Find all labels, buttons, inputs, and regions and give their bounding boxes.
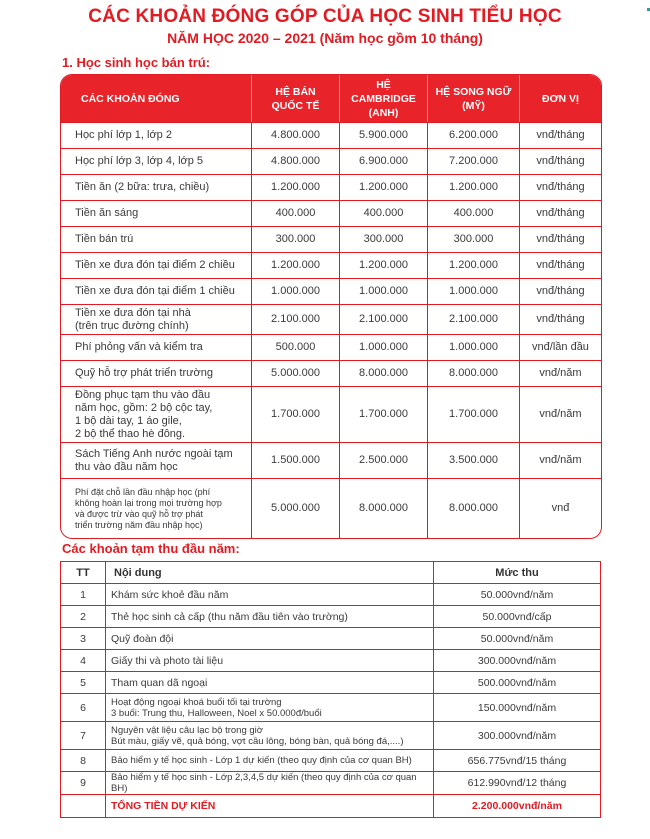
initial-fees-header-row (61, 562, 601, 584)
fee-cambridge: 1.200.000 (339, 252, 427, 278)
fee-unit: vnđ/lần đầu (519, 334, 601, 360)
initial-fee-row (61, 584, 601, 606)
row-content: Hoạt động ngoại khoá buổi tối tại trường 3 buổi: Trung thu, Halloween, Noel x 50.000đ/buổi (106, 694, 434, 722)
fee-song-ngu: 7.200.000 (427, 148, 519, 174)
row-content: Khám sức khoẻ đầu năm (106, 584, 434, 606)
fee-ban-quoc-te: 1.200.000 (251, 252, 339, 278)
fee-ban-quoc-te: 1.200.000 (251, 174, 339, 200)
header-song-ngu: HỆ SONG NGỮ (MỸ) (427, 75, 519, 122)
fee-name: Đồng phục tạm thu vào đầu năm học, gồm: 2 bộ cộc tay, 1 bộ dài tay, 1 áo gile, 2 bộ thể thao hè đông. (61, 386, 251, 442)
row-amount: 300.000vnđ/năm (434, 650, 601, 672)
header-cambridge: HỆ CAMBRIDGE (ANH) (339, 75, 427, 122)
fee-cambridge: 2.500.000 (339, 442, 427, 478)
header-ban-quoc-te: HỆ BÁN QUỐC TẾ (251, 75, 339, 122)
row-amount: 656.775vnđ/15 tháng (434, 750, 601, 772)
row-number: 9 (61, 772, 106, 795)
fee-unit: vnđ/tháng (519, 200, 601, 226)
fee-cambridge: 400.000 (339, 200, 427, 226)
fee-ban-quoc-te: 5.000.000 (251, 360, 339, 386)
fee-unit: vnđ/năm (519, 386, 601, 442)
fee-ban-quoc-te: 500.000 (251, 334, 339, 360)
boarding-fees-table (60, 74, 602, 539)
fee-ban-quoc-te: 4.800.000 (251, 122, 339, 148)
fee-row (61, 226, 601, 252)
fee-cambridge: 6.900.000 (339, 148, 427, 174)
fee-ban-quoc-te: 5.000.000 (251, 478, 339, 538)
fee-unit: vnđ (519, 478, 601, 538)
fee-unit: vnđ/tháng (519, 252, 601, 278)
fee-song-ngu: 3.500.000 (427, 442, 519, 478)
fee-name: Sách Tiếng Anh nước ngoài tạm thu vào đầu năm học (61, 442, 251, 478)
fee-cambridge: 1.000.000 (339, 334, 427, 360)
document-title: CÁC KHOẢN ĐÓNG GÓP CỦA HỌC SINH TIỂU HỌC (88, 6, 562, 27)
row-number: 3 (61, 628, 106, 650)
row-content: Tham quan dã ngoại (106, 672, 434, 694)
row-amount: 50.000vnđ/cấp (434, 606, 601, 628)
initial-fee-row (61, 772, 601, 795)
row-number: 4 (61, 650, 106, 672)
fee-name: Tiền xe đưa đón tại điểm 1 chiều (61, 278, 251, 304)
fee-cambridge: 1.000.000 (339, 278, 427, 304)
row-amount: 300.000vnđ/năm (434, 722, 601, 750)
fee-song-ngu: 2.100.000 (427, 304, 519, 334)
fee-row (61, 360, 601, 386)
fee-unit: vnđ/tháng (519, 304, 601, 334)
row-content: Bảo hiểm y tế học sinh - Lớp 2,3,4,5 dự kiến (theo quy định của cơ quan BH) (106, 772, 434, 795)
fee-ban-quoc-te: 2.100.000 (251, 304, 339, 334)
fee-row (61, 442, 601, 478)
fee-cambridge: 8.000.000 (339, 478, 427, 538)
fee-unit: vnđ/năm (519, 360, 601, 386)
row-amount: 612.990vnđ/12 tháng (434, 772, 601, 795)
initial-fee-row (61, 672, 601, 694)
initial-fee-row (61, 650, 601, 672)
initial-fees-table (60, 561, 601, 818)
initial-fee-row (61, 606, 601, 628)
fee-row (61, 200, 601, 226)
fee-ban-quoc-te: 400.000 (251, 200, 339, 226)
fee-song-ngu: 1.200.000 (427, 252, 519, 278)
fee-name: Tiền xe đưa đón tại điểm 2 chiều (61, 252, 251, 278)
fee-song-ngu: 8.000.000 (427, 478, 519, 538)
row-content: Giấy thi và photo tài liệu (106, 650, 434, 672)
header-unit: ĐƠN VỊ (519, 75, 601, 122)
fee-row (61, 278, 601, 304)
fee-song-ngu: 400.000 (427, 200, 519, 226)
fee-row (61, 478, 601, 538)
fee-name: Học phí lớp 3, lớp 4, lớp 5 (61, 148, 251, 174)
fee-row (61, 334, 601, 360)
fee-ban-quoc-te: 1.700.000 (251, 386, 339, 442)
fee-row (61, 304, 601, 334)
fee-row (61, 148, 601, 174)
row-amount: 500.000vnđ/năm (434, 672, 601, 694)
fee-ban-quoc-te: 300.000 (251, 226, 339, 252)
fee-unit: vnđ/tháng (519, 174, 601, 200)
row-content: Quỹ đoàn đội (106, 628, 434, 650)
row-number: 8 (61, 750, 106, 772)
initial-fee-row (61, 628, 601, 650)
fee-row (61, 252, 601, 278)
section-2-heading: Các khoản tạm thu đầu năm: (62, 541, 240, 556)
fee-song-ngu: 1.000.000 (427, 334, 519, 360)
fee-unit: vnđ/tháng (519, 148, 601, 174)
header-content: Nội dung (106, 562, 434, 584)
fee-cambridge: 2.100.000 (339, 304, 427, 334)
row-content: Bảo hiểm y tế học sinh - Lớp 1 dự kiến (theo quy định của cơ quan BH) (106, 750, 434, 772)
header-fee-item: CÁC KHOẢN ĐÓNG (61, 75, 251, 122)
fee-unit: vnđ/tháng (519, 278, 601, 304)
fee-name: Tiền bán trú (61, 226, 251, 252)
total-blank (61, 795, 106, 818)
fee-row (61, 386, 601, 442)
total-label: TỔNG TIỀN DỰ KIẾN (106, 795, 434, 818)
fee-song-ngu: 8.000.000 (427, 360, 519, 386)
row-number: 7 (61, 722, 106, 750)
initial-fee-row (61, 694, 601, 722)
fee-ban-quoc-te: 1.500.000 (251, 442, 339, 478)
fee-unit: vnđ/tháng (519, 122, 601, 148)
fee-song-ngu: 6.200.000 (427, 122, 519, 148)
initial-fee-row (61, 750, 601, 772)
fee-name: Tiền ăn sáng (61, 200, 251, 226)
fee-cambridge: 1.700.000 (339, 386, 427, 442)
fee-ban-quoc-te: 1.000.000 (251, 278, 339, 304)
fee-cambridge: 5.900.000 (339, 122, 427, 148)
fee-ban-quoc-te: 4.800.000 (251, 148, 339, 174)
header-tt: TT (61, 562, 106, 584)
fee-cambridge: 1.200.000 (339, 174, 427, 200)
fee-song-ngu: 1.700.000 (427, 386, 519, 442)
fee-cambridge: 8.000.000 (339, 360, 427, 386)
fee-cambridge: 300.000 (339, 226, 427, 252)
fees-header-row (61, 75, 601, 122)
total-amount: 2.200.000vnđ/năm (434, 795, 601, 818)
fee-name: Tiền xe đưa đón tại nhà (trên trục đường chính) (61, 304, 251, 334)
fee-name: Quỹ hỗ trợ phát triển trường (61, 360, 251, 386)
fee-row (61, 122, 601, 148)
row-amount: 150.000vnđ/năm (434, 694, 601, 722)
row-number: 5 (61, 672, 106, 694)
fee-name: Tiền ăn (2 bữa: trưa, chiều) (61, 174, 251, 200)
fee-song-ngu: 1.000.000 (427, 278, 519, 304)
row-content: Nguyên vật liệu câu lạc bộ trong giờ Bút màu, giấy vẽ, quả bóng, vợt cầu lông, bóng bàn, quả bóng đá,....) (106, 722, 434, 750)
initial-fee-row (61, 722, 601, 750)
row-number: 1 (61, 584, 106, 606)
fee-unit: vnđ/năm (519, 442, 601, 478)
row-content: Thẻ học sinh cả cấp (thu năm đầu tiên vào trường) (106, 606, 434, 628)
section-1-heading: 1. Học sinh học bán trú: (62, 55, 211, 70)
fee-name: Phí phỏng vấn và kiểm tra (61, 334, 251, 360)
row-number: 6 (61, 694, 106, 722)
header-amount: Mức thu (434, 562, 601, 584)
fee-song-ngu: 1.200.000 (427, 174, 519, 200)
fee-song-ngu: 300.000 (427, 226, 519, 252)
fee-name: Học phí lớp 1, lớp 2 (61, 122, 251, 148)
total-row (61, 795, 601, 818)
document-subtitle: NĂM HỌC 2020 – 2021 (Năm học gồm 10 tháng) (167, 30, 483, 46)
row-number: 2 (61, 606, 106, 628)
row-amount: 50.000vnđ/năm (434, 628, 601, 650)
fee-unit: vnđ/tháng (519, 226, 601, 252)
fee-row (61, 174, 601, 200)
row-amount: 50.000vnđ/năm (434, 584, 601, 606)
fee-name: Phí đặt chỗ lần đầu nhập học (phí không hoàn lại trong mọi trường hợp và được trừ vào quỹ hỗ trợ phát triển trường năm đầu nhập học) (61, 478, 251, 538)
